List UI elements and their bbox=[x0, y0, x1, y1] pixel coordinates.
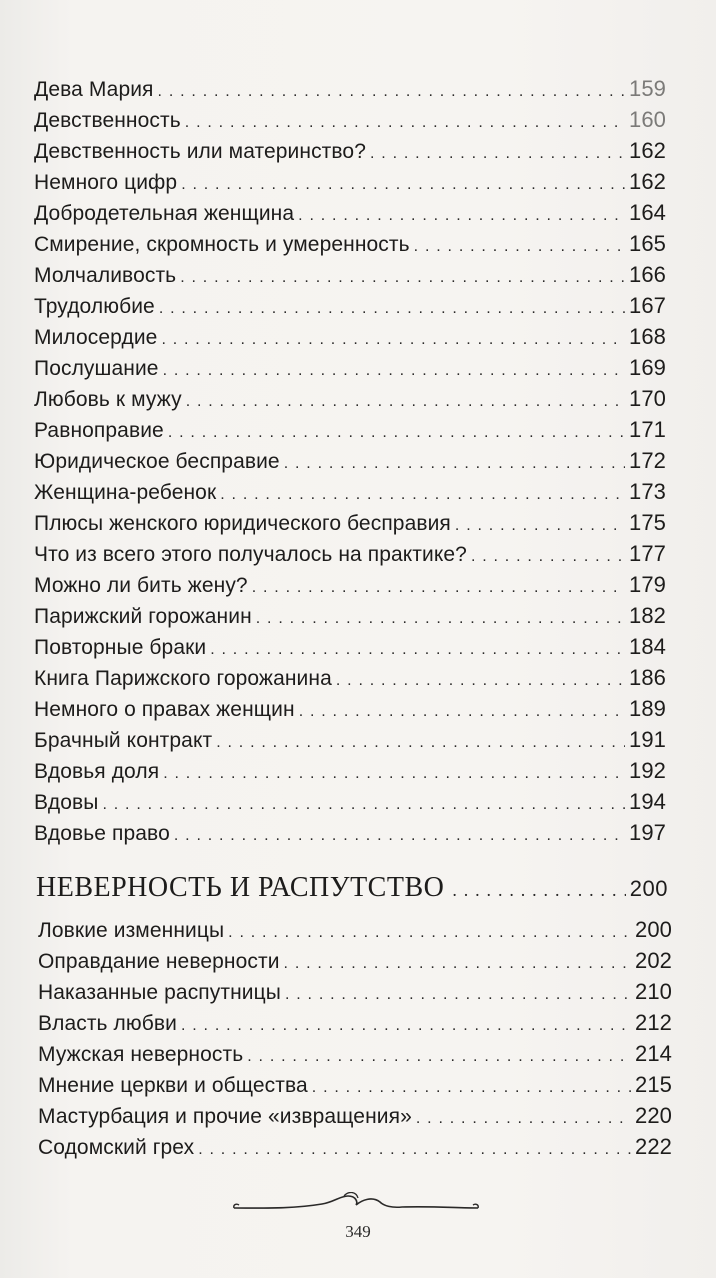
toc-entry-page: 210 bbox=[634, 979, 672, 1004]
dot-leader bbox=[256, 603, 625, 634]
dot-leader bbox=[102, 789, 625, 820]
dot-leader bbox=[198, 1134, 631, 1165]
toc-entry-page: 170 bbox=[628, 386, 666, 411]
toc-entry-title: Повторные браки bbox=[34, 636, 207, 659]
toc-entry-title: Ловкие изменницы bbox=[38, 919, 225, 942]
toc-entry-title: Девственность bbox=[34, 109, 181, 132]
dot-leader bbox=[163, 355, 625, 386]
dot-leader bbox=[284, 448, 625, 479]
toc-entry-title: Немного о правах женщин bbox=[34, 698, 295, 721]
toc-entry bbox=[38, 1100, 672, 1131]
toc-entry bbox=[38, 1131, 672, 1162]
toc-entry bbox=[38, 1069, 672, 1100]
toc-entry-page: 200 bbox=[634, 917, 672, 942]
toc-entry-page: 202 bbox=[634, 948, 672, 973]
toc-entry-title: Добродетельная женщина bbox=[34, 202, 295, 225]
toc-entry-page: 189 bbox=[628, 696, 666, 721]
toc-entry-title: Немного цифр bbox=[34, 171, 178, 194]
toc-entry bbox=[34, 445, 666, 476]
dot-leader bbox=[416, 1103, 631, 1134]
toc-entry bbox=[38, 1038, 672, 1069]
dot-leader bbox=[210, 634, 625, 665]
dot-leader bbox=[228, 917, 631, 948]
toc-entry bbox=[34, 507, 666, 538]
dot-leader bbox=[216, 727, 625, 758]
toc-entry-page: 191 bbox=[628, 727, 666, 752]
toc-entry-title: Равноправие bbox=[34, 419, 164, 442]
toc-entry-page: 169 bbox=[628, 355, 666, 380]
toc-entry-title: Наказанные распутницы bbox=[38, 981, 281, 1004]
toc-entry-title: Смирение, скромность и умеренность bbox=[34, 233, 410, 256]
toc-entry-page: 172 bbox=[628, 448, 666, 473]
dot-leader bbox=[174, 820, 625, 851]
toc-entry-page: 182 bbox=[628, 603, 666, 628]
dot-leader bbox=[336, 665, 625, 696]
section-heading-page: 200 bbox=[629, 876, 668, 901]
toc-entry-title: Мастурбация и прочие «извращения» bbox=[38, 1105, 412, 1128]
toc-entry bbox=[34, 693, 666, 724]
toc-entry-page: 162 bbox=[628, 138, 666, 163]
toc-entry bbox=[34, 166, 666, 197]
dot-leader bbox=[180, 262, 625, 293]
toc-entry-title: Женщина-ребенок bbox=[34, 481, 217, 504]
toc-entry bbox=[34, 662, 666, 693]
toc-entry bbox=[34, 197, 666, 228]
toc-entry-title: Милосердие bbox=[34, 326, 158, 349]
toc-entry-page: 160 bbox=[628, 107, 666, 132]
dot-leader bbox=[414, 231, 625, 262]
toc-entry bbox=[34, 352, 666, 383]
toc-entry bbox=[34, 259, 666, 290]
toc-entry-page: 186 bbox=[628, 665, 666, 690]
dot-leader bbox=[370, 138, 625, 169]
dot-leader bbox=[455, 510, 625, 541]
toc-entry-title: Что из всего этого получалось на практике? bbox=[34, 543, 467, 566]
toc-entry-page: 168 bbox=[628, 324, 666, 349]
toc-entry-title: Власть любви bbox=[38, 1012, 177, 1035]
toc-entry-title: Любовь к мужу bbox=[34, 388, 182, 411]
toc-entry bbox=[34, 476, 666, 507]
toc-entry-page: 220 bbox=[634, 1103, 672, 1128]
toc-entry bbox=[34, 104, 666, 135]
dot-leader bbox=[312, 1072, 631, 1103]
page-number: 349 bbox=[345, 1222, 371, 1241]
toc-entry-page: 166 bbox=[628, 262, 666, 287]
toc-entry bbox=[34, 73, 666, 104]
dot-leader bbox=[186, 386, 625, 417]
toc-entry-title: Парижский горожанин bbox=[34, 605, 252, 628]
toc-entry-page: 212 bbox=[634, 1010, 672, 1035]
toc-section-1 bbox=[34, 73, 666, 848]
toc-entry bbox=[34, 135, 666, 166]
toc-entry-page: 164 bbox=[628, 200, 666, 225]
toc-entry-page: 165 bbox=[628, 231, 666, 256]
dot-leader bbox=[247, 1041, 631, 1072]
toc-entry bbox=[34, 414, 666, 445]
dot-leader bbox=[181, 169, 625, 200]
flourish-ornament-icon bbox=[232, 1192, 480, 1216]
toc-entry-page: 214 bbox=[634, 1041, 672, 1066]
toc-entry-title: Мнение церкви и общества bbox=[38, 1074, 308, 1097]
toc-entry bbox=[34, 817, 666, 848]
toc-entry-page: 179 bbox=[628, 572, 666, 597]
dot-leader bbox=[471, 541, 625, 572]
toc-entry-page: 167 bbox=[628, 293, 666, 318]
section-heading bbox=[36, 868, 668, 908]
toc-entry bbox=[34, 724, 666, 755]
toc-entry-title: Дева Мария bbox=[34, 78, 154, 101]
toc-entry-title: Оправдание неверности bbox=[38, 950, 280, 973]
dot-leader bbox=[220, 479, 625, 510]
toc-entry-page: 177 bbox=[628, 541, 666, 566]
toc-entry-title: Можно ли бить жену? bbox=[34, 574, 248, 597]
dot-leader bbox=[285, 979, 631, 1010]
toc-entry bbox=[34, 600, 666, 631]
toc-entry bbox=[34, 383, 666, 414]
toc-entry-title: Вдовье право bbox=[34, 822, 170, 845]
toc-entry bbox=[34, 786, 666, 817]
toc-entry-page: 197 bbox=[628, 820, 666, 845]
dot-leader bbox=[159, 293, 625, 324]
toc-entry bbox=[34, 569, 666, 600]
toc-entry-page: 192 bbox=[628, 758, 666, 783]
dot-leader bbox=[168, 417, 625, 448]
toc-entry bbox=[34, 755, 666, 786]
dot-leader bbox=[452, 870, 625, 901]
toc-entry-title: Книга Парижского горожанина bbox=[34, 667, 332, 690]
dot-leader bbox=[252, 572, 625, 603]
toc-entry-title: Молчаливость bbox=[34, 264, 177, 287]
toc-entry bbox=[38, 914, 672, 945]
toc-entry-title: Содомский грех bbox=[38, 1136, 195, 1159]
toc-entry-page: 159 bbox=[628, 76, 666, 101]
toc-entry-title: Вдовы bbox=[34, 791, 99, 814]
toc-entry-page: 171 bbox=[628, 417, 666, 442]
toc-entry bbox=[34, 321, 666, 352]
section-heading-title: НЕВЕРНОСТЬ И РАСПУТСТВО bbox=[36, 872, 445, 903]
toc-entry-title: Мужская неверность bbox=[38, 1043, 244, 1066]
toc-entry-title: Послушание bbox=[34, 357, 159, 380]
toc-entry-page: 194 bbox=[628, 789, 666, 814]
toc-entry-title: Плюсы женского юридического бесправия bbox=[34, 512, 451, 535]
dot-leader bbox=[163, 758, 625, 789]
toc-entry-title: Вдовья доля bbox=[34, 760, 160, 783]
toc-entry-page: 184 bbox=[628, 634, 666, 659]
toc-section-2 bbox=[38, 914, 672, 1162]
toc-entry-title: Брачный контракт bbox=[34, 729, 213, 752]
toc-entry bbox=[34, 290, 666, 321]
dot-leader bbox=[298, 200, 625, 231]
dot-leader bbox=[181, 1010, 631, 1041]
toc-entry bbox=[34, 538, 666, 569]
dot-leader bbox=[161, 324, 625, 355]
toc-entry-page: 175 bbox=[628, 510, 666, 535]
dot-leader bbox=[158, 76, 625, 107]
toc-entry bbox=[34, 228, 666, 259]
toc-entry-title: Юридическое бесправие bbox=[34, 450, 280, 473]
dot-leader bbox=[299, 696, 625, 727]
toc-entry bbox=[38, 945, 672, 976]
toc-entry bbox=[34, 631, 666, 662]
toc-entry-title: Девственность или материнство? bbox=[34, 140, 366, 163]
toc-entry-title: Трудолюбие bbox=[34, 295, 155, 318]
dot-leader bbox=[284, 948, 631, 979]
toc-entry-page: 222 bbox=[634, 1134, 672, 1159]
dot-leader bbox=[185, 107, 625, 138]
toc-entry-page: 215 bbox=[634, 1072, 672, 1097]
toc-entry bbox=[38, 1007, 672, 1038]
toc-entry-page: 162 bbox=[628, 169, 666, 194]
toc-entry bbox=[38, 976, 672, 1007]
toc-entry-page: 173 bbox=[628, 479, 666, 504]
